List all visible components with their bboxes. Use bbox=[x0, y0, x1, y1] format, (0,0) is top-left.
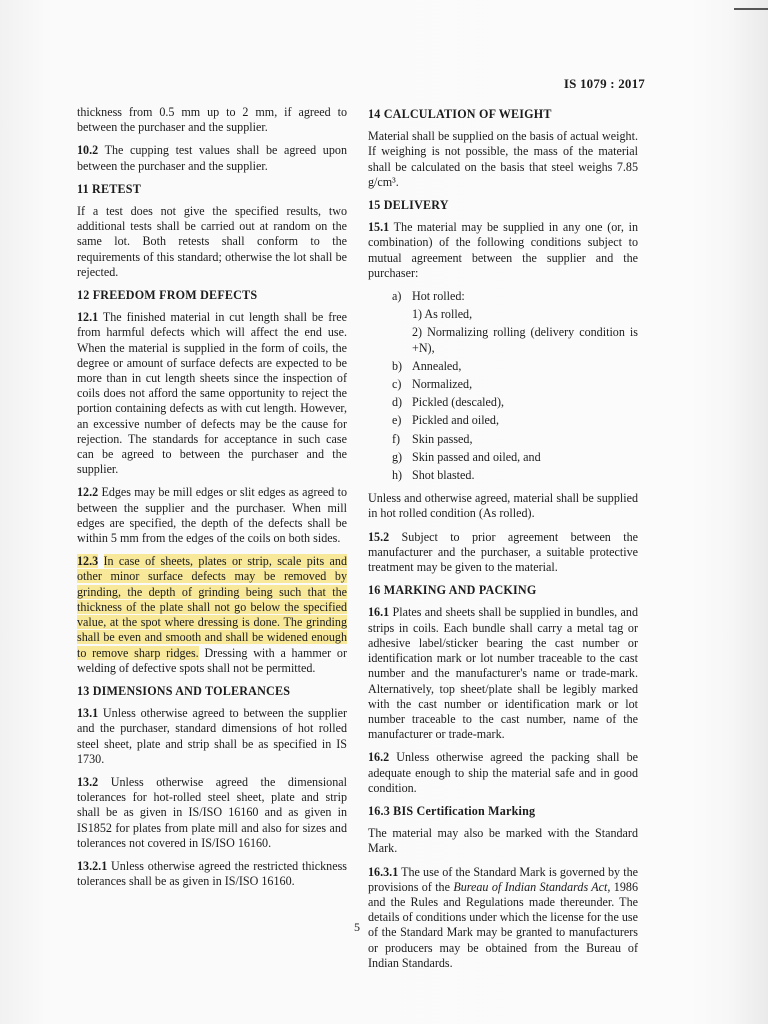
clause-number: 13.1 bbox=[77, 706, 99, 721]
delivery-condition-item bbox=[368, 359, 638, 374]
heading-bis-certification-marking: 16.3 BIS Certification Marking bbox=[368, 803, 536, 818]
delivery-condition-item bbox=[368, 432, 638, 447]
paragraph-continued: thickness from 0.5 mm up to 2 mm, if agreed to between the purchaser and the supplier. bbox=[77, 105, 347, 135]
clause-number: 16.2 bbox=[368, 750, 390, 765]
clause-text: Unless otherwise agreed the dimensional tolerances for hot-rolled steel sheet, plate and strip shall be as given in IS/ISO 16160 and as given in IS1852 for plates from plate mill and also for sizes and tolerances not covered in IS/ISO 16160. bbox=[77, 774, 347, 850]
item-text: Skin passed and oiled, and bbox=[412, 449, 541, 464]
item-text: Shot blasted. bbox=[412, 468, 475, 483]
heading-marking-and-packing: 16 MARKING AND PACKING bbox=[368, 583, 537, 598]
clause-13-2-1 bbox=[77, 859, 347, 889]
delivery-condition-item bbox=[368, 395, 638, 410]
item-text: 2) Normalizing rolling (delivery condition is +N), bbox=[412, 325, 638, 355]
clause-13-1 bbox=[77, 706, 347, 767]
clause-number: 15.2 bbox=[368, 529, 390, 544]
clause-number: 16.3.1 bbox=[368, 864, 399, 879]
clause-number: 12.2 bbox=[77, 485, 99, 500]
clause-12-2 bbox=[77, 485, 347, 546]
right-column bbox=[368, 105, 638, 979]
item-marker: e) bbox=[392, 413, 402, 428]
clause-text: The cupping test values shall be agreed upon between the purchaser and the supplier. bbox=[77, 143, 347, 173]
item-text: Pickled and oiled, bbox=[412, 413, 499, 428]
heading-retest: 11 RETEST bbox=[77, 181, 141, 196]
delivery-conditions-list bbox=[368, 289, 638, 483]
clause-text: The use of the Standard Mark is governed by the provisions of the bbox=[368, 864, 638, 894]
clause-10-2 bbox=[77, 143, 347, 173]
clause-12-1 bbox=[77, 310, 347, 477]
heading-dimensions-and-tolerances: 13 DIMENSIONS AND TOLERANCES bbox=[77, 683, 291, 698]
item-marker: b) bbox=[392, 358, 403, 373]
clause-text: Plates and sheets shall be supplied in bundles, and strips in coils. Each bundle shall carry a metal tag or adhesive label/sticker bearing the cast number or identification mark or lot number traceable to the cast number and the manufacturer's name or trade-mark. Alternatively, top sheet/plate shall be legibly marked with the cast number or identification mark or lot number traceable to the cast number, name of the manufacturer or trade-mark. bbox=[368, 605, 638, 742]
clause-text: Unless otherwise agreed to between the supplier and the purchaser, standard dimensions of hot rolled steel sheet, plate and strip shall be as specified in IS 1730. bbox=[77, 706, 347, 766]
clause-number: 16.1 bbox=[368, 605, 390, 620]
heading-delivery: 15 DELIVERY bbox=[368, 198, 449, 213]
delivery-condition-item bbox=[368, 413, 638, 428]
clause-16-1 bbox=[368, 605, 638, 742]
heading-calculation-of-weight: 14 CALCULATION OF WEIGHT bbox=[368, 107, 552, 121]
delivery-condition-item bbox=[368, 289, 638, 304]
clause-number: 10.2 bbox=[77, 143, 99, 158]
clause-text: The finished material in cut length shall be free from harmful defects which will affect the end use. When the material is supplied in the form of coils, the degree or amount of surface defects are expected to be more than in cut length sheets since the inspection of coils does not afford the same opportunity to reject the portion containing defects as with cut length. However, an excessive number of defects may be the cause for rejection. The standards for acceptance in such case can be agreed to between the purchaser and the supplier. bbox=[77, 310, 347, 477]
highlighted-text: In case of sheets, plates or strip, scale pits and other minor surface defects may be removed by grinding, the depth of grinding being such that the thickness of the plate shall not go below the specified value, at the spot where dressing is done. The grinding shall be even and smooth and shall be widened enough to remove sharp ridges. bbox=[77, 554, 347, 660]
left-column bbox=[77, 105, 347, 897]
page-number: 5 bbox=[354, 920, 360, 934]
clause-number: 12.3 bbox=[77, 554, 99, 569]
item-text: 1) As rolled, bbox=[412, 307, 473, 322]
item-marker: f) bbox=[392, 431, 401, 446]
clause-15-2 bbox=[368, 530, 638, 576]
clause-text: Dressing with a hammer or welding of defective spots shall not be permitted. bbox=[77, 645, 348, 675]
standard-code: IS 1079 : 2017 bbox=[563, 76, 645, 91]
paragraph-standard-mark: The material may also be marked with the Standard Mark. bbox=[368, 826, 638, 856]
paragraph-delivery-default: Unless and otherwise agreed, material shall be supplied in hot rolled condition (As rolled). bbox=[368, 491, 638, 521]
item-marker: a) bbox=[392, 289, 402, 304]
clause-number: 13.2 bbox=[77, 774, 99, 789]
clause-text: 1986 and the Rules and Regulations made thereunder. The details of conditions under which the license for the use of the Standard Mark may be granted to manufacturers or producers may be obtained from the Bureau of Indian Standards. bbox=[368, 879, 638, 970]
item-marker: g) bbox=[392, 449, 403, 464]
clause-13-2 bbox=[77, 775, 347, 851]
clause-16-3-1 bbox=[368, 865, 638, 971]
clause-15-1 bbox=[368, 220, 638, 281]
item-marker: h) bbox=[392, 468, 403, 483]
clause-text: The material may be supplied in any one (or, in combination) of the following conditions subject to mutual agreement between the supplier and the purchaser: bbox=[368, 220, 638, 280]
heading-freedom-from-defects: 12 FREEDOM FROM DEFECTS bbox=[77, 288, 258, 303]
delivery-condition-item bbox=[368, 450, 638, 465]
clause-number: 13.2.1 bbox=[77, 858, 108, 873]
item-text: Normalized, bbox=[412, 377, 473, 392]
item-text: Hot rolled: bbox=[412, 289, 465, 304]
clause-text: Edges may be mill edges or slit edges as agreed to between the supplier and the purchaser. When mill edges are specified, the depth of the defects shall be within 5 mm from the edges of the coils on both sides. bbox=[77, 485, 347, 546]
delivery-condition-item bbox=[368, 377, 638, 392]
clause-12-3 bbox=[77, 554, 347, 676]
item-marker: d) bbox=[392, 395, 403, 410]
paragraph-weight: Material shall be supplied on the basis of actual weight. If weighing is not possible, the mass of the material shall be calculated on the basis that steel weighs 7.85 g/cm³. bbox=[368, 129, 638, 189]
page-edge-mark bbox=[734, 8, 768, 10]
item-marker: c) bbox=[392, 377, 402, 392]
clause-text: Unless otherwise agreed the restricted thickness tolerances shall be as given in IS/ISO 16160. bbox=[77, 858, 347, 889]
page-edge bbox=[732, 0, 768, 1024]
clause-number: 15.1 bbox=[368, 220, 390, 235]
clause-text: Subject to prior agreement between the manufacturer and the purchaser, a suitable protective treatment may be given to the material. bbox=[368, 529, 638, 575]
paragraph-retest: If a test does not give the specified results, two additional tests shall be carried out at random on the same lot. Both retests shall conform to the requirements of this standard; otherwise the lot shall be rejected. bbox=[77, 204, 347, 279]
delivery-condition-item bbox=[368, 325, 638, 355]
act-name: Bureau of Indian Standards Act, bbox=[453, 879, 611, 894]
item-text: Skin passed, bbox=[412, 431, 473, 446]
clause-number: 12.1 bbox=[77, 310, 99, 325]
item-text: Pickled (descaled), bbox=[412, 395, 505, 410]
delivery-condition-item bbox=[368, 307, 638, 322]
clause-text: Unless otherwise agreed the packing shall be adequate enough to ship the material safe and in good condition. bbox=[368, 750, 638, 795]
item-text: Annealed, bbox=[412, 358, 462, 373]
delivery-condition-item bbox=[368, 468, 638, 483]
clause-16-2 bbox=[368, 750, 638, 796]
